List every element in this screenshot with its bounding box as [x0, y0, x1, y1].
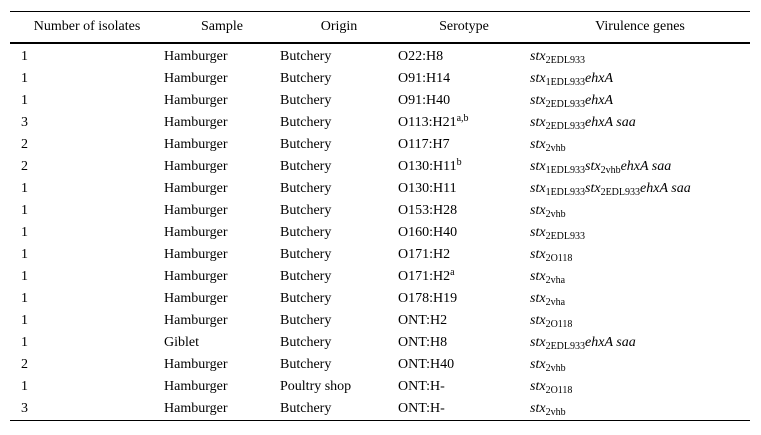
cell-origin: Butchery — [280, 313, 332, 328]
cell-number-of-isolates: 1 — [21, 335, 28, 350]
cell-serotype — [398, 178, 530, 200]
gene-name: stx — [530, 335, 546, 350]
cell-sample: Hamburger — [164, 137, 228, 152]
gene-name: stx — [530, 203, 546, 218]
cell-sample: Hamburger — [164, 357, 228, 372]
serotype-footnote: a — [450, 267, 455, 278]
gene-name: stx — [530, 71, 546, 86]
cell-number-of-isolates: 1 — [21, 379, 28, 394]
cell-number-of-isolates: 2 — [21, 137, 28, 152]
gene-subscript: 2vhb — [545, 143, 566, 154]
cell-serotype — [398, 222, 530, 244]
table-row — [10, 112, 750, 134]
table-row — [10, 222, 750, 244]
cell-number-of-isolates: 1 — [21, 49, 28, 64]
cell-serotype — [398, 112, 530, 134]
header-serotype: Serotype — [439, 19, 489, 34]
cell-origin: Butchery — [280, 181, 332, 196]
cell-number-of-isolates: 3 — [21, 401, 28, 416]
header-virulence-genes: Virulence genes — [595, 19, 685, 34]
serotype-text: O91:H40 — [398, 93, 451, 108]
cell-number-of-isolates: 2 — [21, 357, 28, 372]
cell-serotype — [398, 266, 530, 288]
cell-number-of-isolates: 1 — [21, 71, 28, 86]
cell-sample: Hamburger — [164, 225, 228, 240]
cell-serotype — [398, 332, 530, 354]
cell-virulence-genes — [530, 266, 750, 288]
cell-serotype — [398, 310, 530, 332]
cell-number-of-isolates: 2 — [21, 159, 28, 174]
gene-name: stx — [530, 247, 546, 262]
serotype-text: O130:H11 — [398, 159, 457, 174]
gene-subscript: 2vha — [545, 275, 566, 286]
cell-number-of-isolates: 1 — [21, 93, 28, 108]
header-origin: Origin — [320, 19, 358, 34]
cell-origin: Butchery — [280, 49, 332, 64]
cell-origin: Butchery — [280, 159, 332, 174]
gene-name: stx — [530, 269, 546, 284]
cell-origin: Butchery — [280, 335, 332, 350]
serotype-footnote: a,b — [456, 113, 469, 124]
cell-number-of-isolates: 1 — [21, 225, 28, 240]
gene-subscript: 2EDL933 — [545, 55, 586, 66]
cell-virulence-genes — [530, 354, 750, 376]
serotype-text: O113:H21 — [398, 115, 457, 130]
cell-virulence-genes — [530, 376, 750, 398]
cell-sample: Hamburger — [164, 181, 228, 196]
cell-origin: Butchery — [280, 357, 332, 372]
gene-name: ehxA — [585, 93, 613, 108]
header-number-of-isolates: Number of isolates — [33, 19, 141, 34]
cell-sample: Hamburger — [164, 291, 228, 306]
table-row — [10, 178, 750, 200]
table-row — [10, 244, 750, 266]
serotype-text: O178:H19 — [398, 291, 458, 306]
cell-origin: Butchery — [280, 247, 332, 262]
cell-virulence-genes — [530, 90, 750, 112]
gene-subscript: 2EDL933 — [545, 99, 586, 110]
cell-sample: Hamburger — [164, 269, 228, 284]
cell-number-of-isolates: 1 — [21, 203, 28, 218]
cell-serotype — [398, 200, 530, 222]
gene-subscript: 2O118 — [545, 253, 573, 264]
gene-subscript: 2EDL933 — [545, 341, 586, 352]
cell-serotype — [398, 134, 530, 156]
table-row — [10, 90, 750, 112]
gene-name: stx — [530, 49, 546, 64]
serotype-text: ONT:H8 — [398, 335, 448, 350]
cell-sample: Hamburger — [164, 313, 228, 328]
cell-origin: Butchery — [280, 225, 332, 240]
serotype-text: ONT:H- — [398, 401, 445, 416]
cell-number-of-isolates: 3 — [21, 115, 28, 130]
gene-subscript: 1EDL933 — [545, 187, 586, 198]
cell-sample: Hamburger — [164, 203, 228, 218]
cell-origin: Butchery — [280, 291, 332, 306]
cell-sample: Hamburger — [164, 159, 228, 174]
gene-name: stx — [530, 401, 546, 416]
gene-subscript: 2vhb — [545, 407, 566, 418]
serotype-text: O160:H40 — [398, 225, 458, 240]
cell-virulence-genes — [530, 244, 750, 266]
serotype-text: O22:H8 — [398, 49, 444, 64]
serotype-text: O171:H2 — [398, 269, 451, 284]
cell-sample: Hamburger — [164, 247, 228, 262]
gene-name: stx — [585, 181, 601, 196]
gene-name: ehxA saa — [640, 181, 691, 196]
table-row — [10, 288, 750, 310]
cell-serotype — [398, 376, 530, 398]
cell-number-of-isolates: 1 — [21, 291, 28, 306]
table-row — [10, 310, 750, 332]
gene-subscript: 2vhb — [600, 165, 621, 176]
gene-name: ehxA saa — [620, 159, 672, 174]
table-body — [10, 43, 750, 421]
cell-number-of-isolates: 1 — [21, 247, 28, 262]
gene-name: ehxA saa — [585, 335, 636, 350]
gene-name: stx — [530, 225, 546, 240]
cell-origin: Poultry shop — [280, 379, 352, 394]
gene-name: stx — [530, 115, 546, 130]
gene-subscript: 2vha — [545, 297, 566, 308]
cell-origin: Butchery — [280, 93, 332, 108]
table-row — [10, 200, 750, 222]
cell-origin: Butchery — [280, 137, 332, 152]
gene-name: stx — [530, 159, 546, 174]
serotype-text: O171:H2 — [398, 247, 451, 262]
isolates-table-container — [10, 11, 750, 421]
cell-serotype — [398, 90, 530, 112]
gene-subscript: 1EDL933 — [545, 165, 586, 176]
table-row — [10, 266, 750, 288]
cell-serotype — [398, 244, 530, 266]
gene-subscript: 1EDL933 — [545, 77, 586, 88]
header-sample: Sample — [201, 19, 243, 34]
gene-name: stx — [530, 357, 546, 372]
gene-name: ehxA saa — [585, 115, 636, 130]
gene-name: stx — [530, 291, 546, 306]
gene-name: ehxA — [585, 71, 613, 86]
gene-name: stx — [530, 137, 546, 152]
table-row — [10, 354, 750, 376]
table-row — [10, 68, 750, 90]
cell-virulence-genes — [530, 398, 750, 421]
cell-serotype — [398, 398, 530, 421]
cell-sample: Giblet — [164, 335, 199, 350]
cell-sample: Hamburger — [164, 93, 228, 108]
table-row — [10, 332, 750, 354]
cell-virulence-genes — [530, 310, 750, 332]
table-row — [10, 156, 750, 178]
cell-virulence-genes — [530, 68, 750, 90]
table-row — [10, 134, 750, 156]
cell-sample: Hamburger — [164, 379, 228, 394]
table-row — [10, 376, 750, 398]
gene-subscript: 2O118 — [545, 319, 573, 330]
cell-number-of-isolates: 1 — [21, 269, 28, 284]
serotype-text: O117:H7 — [398, 137, 450, 152]
serotype-text: ONT:H- — [398, 379, 445, 394]
table-row — [10, 398, 750, 421]
cell-virulence-genes — [530, 43, 750, 68]
gene-name: stx — [530, 181, 546, 196]
gene-subscript: 2vhb — [545, 363, 566, 374]
serotype-text: ONT:H2 — [398, 313, 448, 328]
serotype-text: O130:H11 — [398, 181, 457, 196]
gene-name: stx — [530, 93, 546, 108]
gene-subscript: 2EDL933 — [545, 121, 586, 132]
cell-virulence-genes — [530, 156, 750, 178]
table-header — [10, 12, 750, 44]
cell-serotype — [398, 354, 530, 376]
cell-number-of-isolates: 1 — [21, 181, 28, 196]
cell-origin: Butchery — [280, 71, 332, 86]
cell-origin: Butchery — [280, 203, 332, 218]
cell-virulence-genes — [530, 112, 750, 134]
gene-subscript: 2EDL933 — [600, 187, 641, 198]
header-row — [10, 12, 750, 44]
cell-virulence-genes — [530, 200, 750, 222]
cell-serotype — [398, 156, 530, 178]
serotype-text: O153:H28 — [398, 203, 458, 218]
cell-sample: Hamburger — [164, 71, 228, 86]
serotype-text: ONT:H40 — [398, 357, 455, 372]
cell-virulence-genes — [530, 178, 750, 200]
cell-sample: Hamburger — [164, 49, 228, 64]
cell-sample: Hamburger — [164, 115, 228, 130]
cell-number-of-isolates: 1 — [21, 313, 28, 328]
cell-virulence-genes — [530, 288, 750, 310]
cell-origin: Butchery — [280, 401, 332, 416]
cell-serotype — [398, 43, 530, 68]
cell-virulence-genes — [530, 134, 750, 156]
table-row — [10, 43, 750, 68]
gene-name: stx — [585, 159, 601, 174]
cell-origin: Butchery — [280, 269, 332, 284]
serotype-text: O91:H14 — [398, 71, 451, 86]
cell-serotype — [398, 68, 530, 90]
serotype-footnote: b — [456, 157, 462, 168]
cell-virulence-genes — [530, 222, 750, 244]
cell-origin: Butchery — [280, 115, 332, 130]
cell-serotype — [398, 288, 530, 310]
gene-subscript: 2vhb — [545, 209, 566, 220]
gene-subscript: 2EDL933 — [545, 231, 586, 242]
cell-virulence-genes — [530, 332, 750, 354]
gene-subscript: 2O118 — [545, 385, 573, 396]
isolates-table — [10, 11, 750, 421]
gene-name: stx — [530, 379, 546, 394]
cell-sample: Hamburger — [164, 401, 228, 416]
gene-name: stx — [530, 313, 546, 328]
